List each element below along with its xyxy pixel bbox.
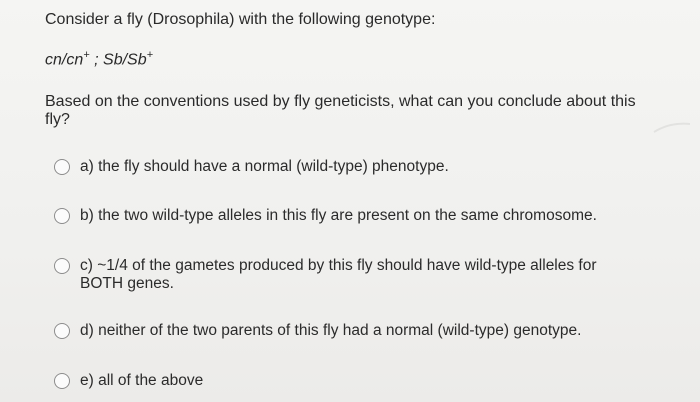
option-d-label: d) neither of the two parents of this fly had a normal (wild-type) genotype. — [80, 322, 582, 339]
genotype-cn: cn/cn — [45, 51, 84, 69]
option-a-label: a) the fly should have a normal (wild-type) phenotype. — [80, 158, 449, 175]
option-e-label: e) all of the above — [80, 372, 204, 389]
option-d[interactable] — [54, 322, 581, 340]
question-prompt: Based on the conventions used by fly geneticists, what can you conclude about this fly? — [45, 93, 636, 128]
option-b-label: b) the two wild-type alleles in this fly are present on the same chromosome. — [80, 207, 597, 224]
radio-button-e[interactable] — [54, 373, 70, 389]
option-c[interactable] — [54, 257, 610, 293]
option-e[interactable] — [54, 372, 203, 390]
option-a[interactable] — [54, 158, 449, 176]
option-c-label: c) ~1/4 of the gametes produced by this fly should have wild-type alleles for BOTH genes. — [80, 257, 597, 292]
genotype-cn-plus: + — [83, 49, 90, 61]
radio-button-d[interactable] — [54, 323, 70, 339]
radio-button-b[interactable] — [54, 208, 70, 224]
genotype-line — [45, 45, 153, 70]
radio-button-a[interactable] — [54, 159, 70, 175]
genotype-separator: ; — [89, 51, 104, 69]
radio-button-c[interactable] — [54, 258, 70, 274]
genotype-sb: Sb/Sb — [103, 51, 147, 69]
genotype-sb-plus: + — [146, 49, 154, 61]
question-intro: Consider a fly (Drosophila) with the following genotype: — [45, 11, 436, 28]
option-b[interactable] — [54, 207, 597, 225]
glare-mark — [652, 118, 692, 136]
